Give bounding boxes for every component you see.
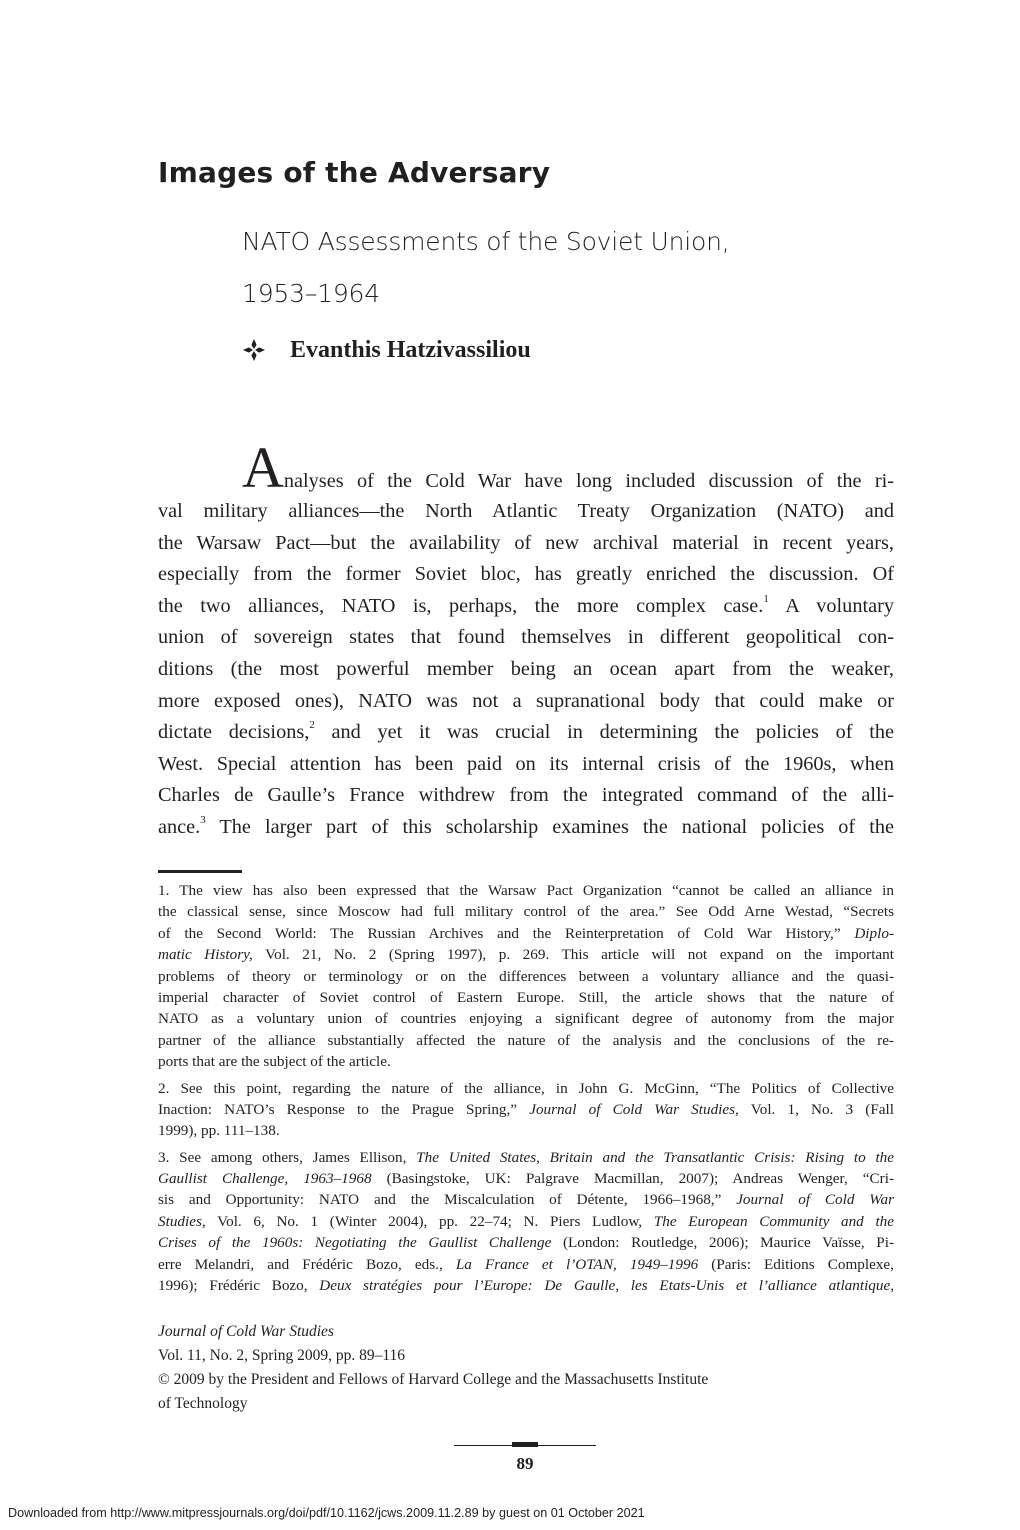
body-line: union of sovereign states that found themselves in different geopolitical con- bbox=[158, 626, 894, 649]
body-line: Analyses of the Cold War have long included discussion of the ri- bbox=[242, 435, 894, 500]
four-diamond-fleuron-icon bbox=[242, 338, 266, 362]
article-subtitle bbox=[242, 216, 882, 320]
journal-name: Journal of Cold War Studies bbox=[158, 1323, 334, 1340]
body-line: Charles de Gaulle’s France withdrew from the integrated command of the alli- bbox=[158, 784, 894, 807]
page-number-marker bbox=[512, 1442, 538, 1447]
body-line: West. Special attention has been paid on its internal crisis of the 1960s, when bbox=[158, 752, 894, 775]
journal-volume: Vol. 11, No. 2, Spring 2009, pp. 89–116 bbox=[158, 1347, 406, 1364]
page-number: 89 bbox=[516, 1454, 534, 1473]
body-line: more exposed ones), NATO was not a supranational body that could make or bbox=[158, 689, 894, 712]
body-line: the Warsaw Pact—but the availability of new archival material in recent years, bbox=[158, 531, 894, 554]
copyright-line: © 2009 by the President and Fellows of Harvard College and the Massachusetts Institute bbox=[158, 1371, 709, 1388]
footnote-ref-2[interactable]: 2 bbox=[309, 719, 315, 732]
article-title: Images of the Adversary bbox=[158, 156, 551, 189]
subtitle-line: NATO Assessments of the Soviet Union, bbox=[242, 227, 730, 256]
footnote-ref-1[interactable]: 1 bbox=[763, 593, 769, 606]
body-line: especially from the former Soviet bloc, has greatly enriched the discussion. Of bbox=[158, 563, 894, 586]
footnote-divider bbox=[158, 870, 242, 873]
body-line: ditions (the most powerful member being an ocean apart from the weaker, bbox=[158, 657, 894, 680]
drop-cap: A bbox=[242, 435, 284, 500]
body-line: ance.$^3$ The larger part of this scholarship examines the national policies of the bbox=[158, 814, 894, 838]
author-byline bbox=[242, 332, 531, 368]
copyright-line: of Technology bbox=[158, 1395, 248, 1412]
download-notice: Downloaded from http://www.mitpressjournals.org/doi/pdf/10.1162/jcws.2009.11.2.89 by guest on 01 October 2021 bbox=[8, 1506, 645, 1520]
author-name: Evanthis Hatzivassiliou bbox=[290, 336, 531, 363]
article-body bbox=[158, 435, 895, 844]
body-line: dictate decisions,$^2$ and yet it was crucial in determining the policies of the bbox=[158, 719, 895, 744]
body-line: the two alliances, NATO is, perhaps, the more complex case.$^1$ A voluntary bbox=[158, 593, 894, 617]
footnote-ref-3[interactable]: 3 bbox=[200, 814, 206, 827]
subtitle-line: 1953–1964 bbox=[242, 279, 380, 308]
footnote-3: 3. See among others, James Ellison, The United States, Britain and the Transatlantic Crisis: Rising to the Gaullist Challenge, 1963–1968 (Basingstoke, UK: Palgrave Macmillan, 2007); Andreas Wenger, “Cri- sis and Opportunity: NATO and the Miscalculation of Détente, 1966–1968,” Journal of Cold War Studies, Vol. 6, No. 1 (Winter 2004), pp. 22–74; N. Piers Ludlow, The European Community and the Crises of the 1960s: Negotiating the Gaullist Challenge (London: Routledge, 2006); Maurice Vaïsse, Pi- erre Melandri, and Frédéric Bozo, eds., La France et l’OTAN, 1949–1996 (Paris: Editions Complexe, 1996); Frédéric Bozo, Deux stratégies pour l’Europe: De Gaulle, les Etats-Unis et l’alliance atlantique, bbox=[158, 1148, 895, 1295]
footnotes bbox=[158, 880, 894, 1301]
publication-info bbox=[158, 1320, 708, 1416]
body-line: val military alliances—the North Atlantic Treaty Organization (NATO) and bbox=[158, 500, 894, 522]
footnote-2: 2. See this point, regarding the nature of the alliance, in John G. McGinn, “The Politics of Collective Inaction: NATO’s Response to the Prague Spring,” Journal of Cold War Studies, Vol. 1, No. 3 (Fall 1999), pp. 111–138. bbox=[158, 1079, 894, 1140]
footnote-1: 1. The view has also been expressed that the Warsaw Pact Organization “cannot be called an alliance in the classical sense, since Moscow had full military control of the area.” See Odd Arne Westad, “Secrets of the Second World: The Russian Archives and the Reinterpretation of Cold War History,” Diplo- matic History, Vol. 21, No. 2 (Spring 1997), p. 269. This article will not expand on the important problems of theory or terminology or on the differences between a voluntary alliance and the quasi- imperial character of Soviet control of Eastern Europe. Still, the article shows that the nature of NATO as a voluntary union of countries enjoying a significant degree of autonomy from the major partner of the alliance substantially affected the nature of the analysis and the conclusions of the re- ports that are the subject of the article. bbox=[158, 882, 894, 1071]
